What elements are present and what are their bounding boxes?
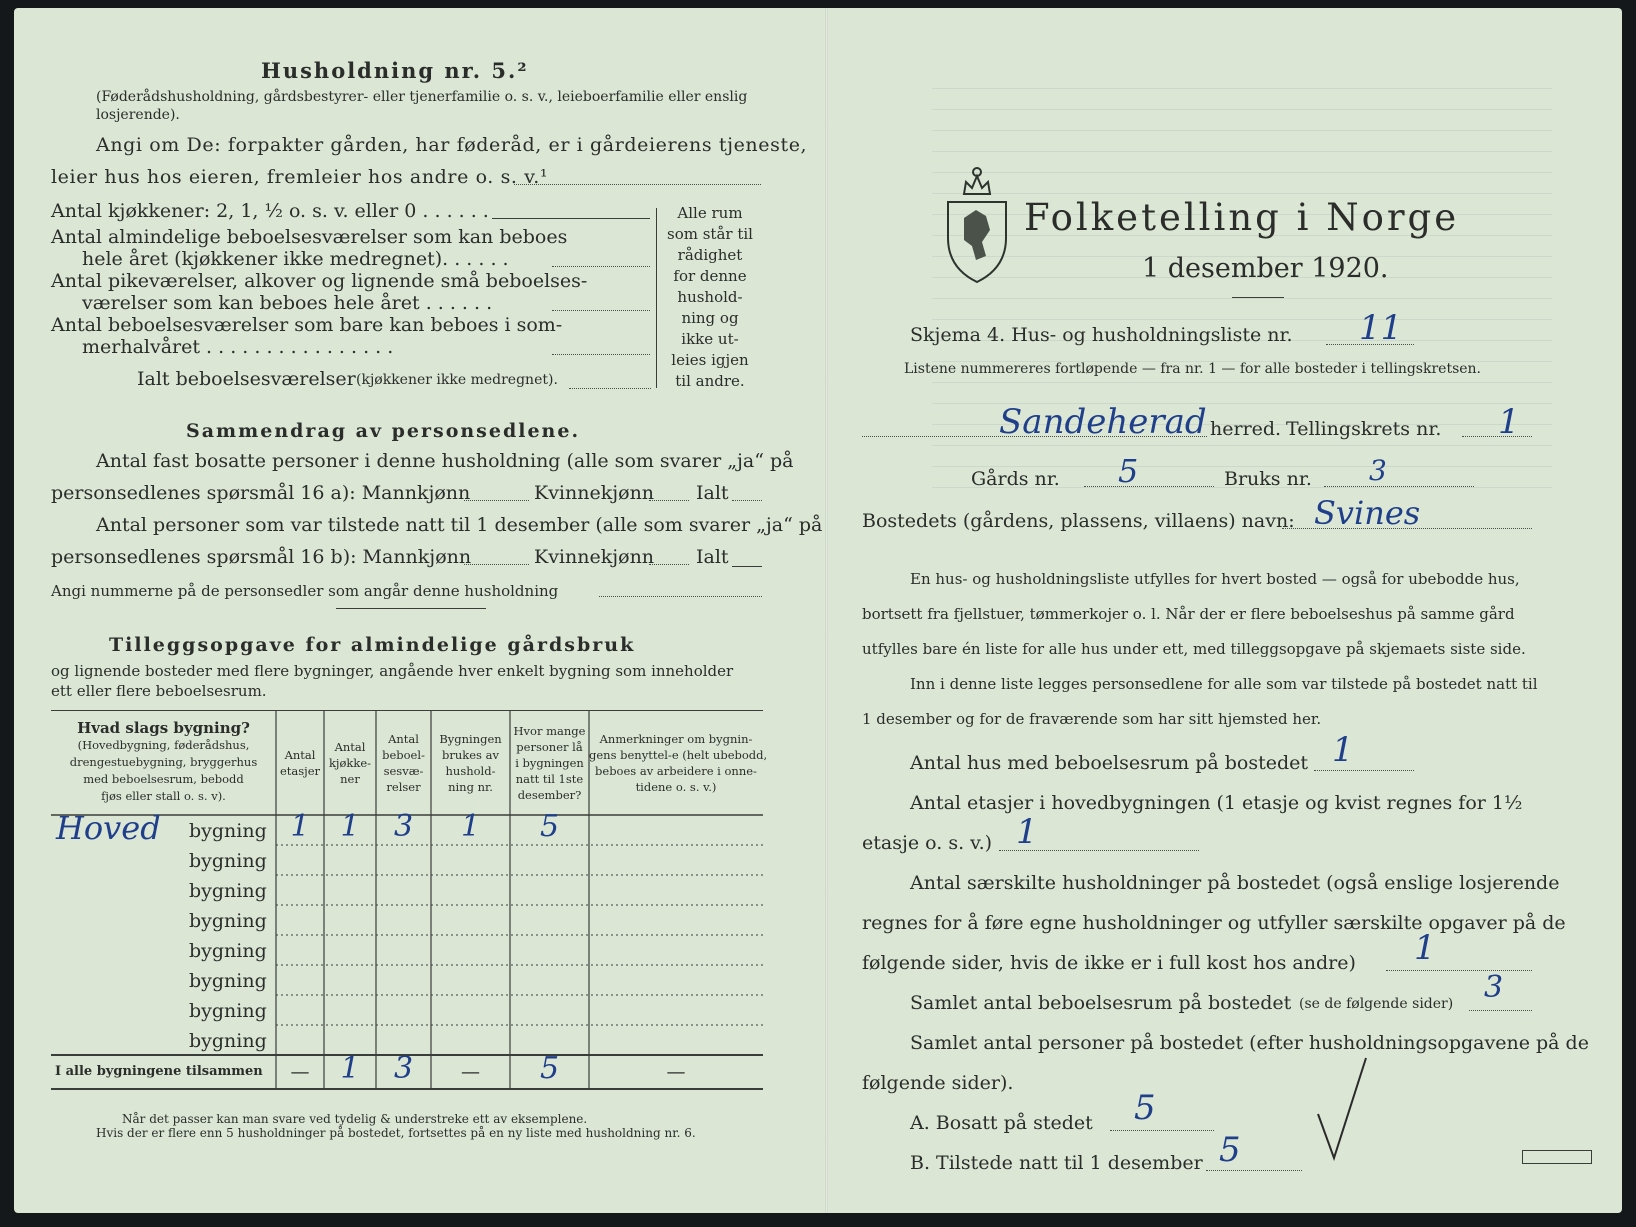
summary-2-women-field[interactable]: [649, 564, 689, 565]
summer-rooms-l1: Antal beboelsesværelser som bare kan beboes i som-: [51, 314, 563, 336]
side-note-line: hushold-: [677, 288, 743, 306]
angi-line-1: Angi om De: forpakter gården, har føderåd, er i gårdeierens tjeneste,: [96, 134, 808, 156]
census-form-sheet: [14, 8, 1622, 1213]
summary-2-total-label: Ialt: [696, 546, 729, 568]
qb-label: B. Tilstede natt til 1 desember: [910, 1152, 1203, 1174]
numbering-note: Listene nummereres fortløpende — fra nr. 1 — for alle bosteder i tellingskretsen.: [904, 361, 1482, 377]
summary-1-l2: personsedlenes spørsmål 16 a): Mannkjønn: [51, 482, 471, 504]
district-label: Tellingskrets nr.: [1286, 418, 1442, 440]
maid-rooms-l1: Antal pikeværelser, alkover og lignende små beboelses-: [51, 270, 588, 292]
footnote-2: Hvis der er flere enn 5 husholdninger på bostedet, fortsettes på en ny liste med husholdning nr. 6.: [96, 1126, 696, 1140]
col-header-line: Hvad slags bygning?: [77, 719, 250, 737]
divider: [336, 608, 486, 609]
qa-field[interactable]: [1110, 1130, 1214, 1131]
summary-2-l2: personsedlenes spørsmål 16 b): Mannkjønn: [51, 546, 472, 568]
q1-value[interactable]: 1: [1332, 730, 1354, 770]
col-header-line: ner: [340, 771, 360, 786]
col-header-line: kjøkke-: [328, 755, 372, 770]
angi-field[interactable]: [514, 184, 761, 185]
supplement-l1: og lignende bosteder med flere bygninger, angående hver enkelt bygning som inneholder: [51, 662, 734, 680]
table-cell-value[interactable]: 5: [539, 809, 560, 844]
col-header-line: etasjer: [279, 763, 321, 778]
farm-number-field[interactable]: [1084, 486, 1214, 487]
maid-rooms-field[interactable]: [552, 310, 650, 311]
kitchens-label: Antal kjøkkener: 2, 1, ½ o. s. v. eller 0 . . . . . .: [51, 200, 489, 222]
ordinary-rooms-field[interactable]: [552, 266, 650, 267]
q4-value[interactable]: 3: [1484, 970, 1504, 1005]
q4-note: (se de følgende sider): [1299, 996, 1454, 1012]
summer-rooms-l2: merhalvåret . . . . . . . . . . . . . . . .: [82, 336, 394, 358]
col-header-line: (Hovedbygning, føderådshus,: [77, 738, 250, 752]
holding-number-label: Bruks nr.: [1224, 468, 1312, 490]
place-name-label: Bostedets (gårdens, plassens, villaens) navn:: [862, 510, 1295, 532]
col-header-line: Hvor mange: [513, 723, 586, 738]
farm-number-label: Gårds nr.: [971, 468, 1060, 490]
summary-2-total-field[interactable]: [732, 566, 762, 567]
table-cell-value[interactable]: 1: [290, 809, 310, 844]
q4-label: Samlet antal beboelsesrum på bostedet: [910, 992, 1292, 1014]
col-header-line: natt til 1ste: [515, 771, 584, 786]
row-label: bygning: [189, 820, 267, 842]
household-title: Husholdning nr. 5.²: [261, 58, 529, 83]
q3-value[interactable]: 1: [1414, 928, 1436, 968]
checkmark-icon: [1314, 1054, 1374, 1164]
col-header-line: beboel-: [382, 747, 425, 762]
side-note-line: til andre.: [675, 372, 745, 390]
q5-l1: Samlet antal personer på bostedet (efter husholdningsopgavene på de: [910, 1032, 1589, 1054]
q3-field[interactable]: [1386, 970, 1532, 971]
row-label: bygning: [189, 1000, 267, 1022]
building-type-value[interactable]: Hoved: [56, 809, 161, 847]
col-header-line: brukes av: [442, 747, 499, 762]
norway-coat-of-arms: [942, 160, 1012, 286]
q4-field[interactable]: [1469, 1010, 1532, 1011]
para1-l2: bortsett fra fjellstuer, tømmerkojer o. l. Når der er flere beboelseshus på samme gård: [862, 605, 1515, 623]
side-note-line: ning og: [681, 309, 739, 327]
summary-2-men-field[interactable]: [464, 564, 529, 565]
supplement-l2: ett eller flere beboelsesrum.: [51, 682, 267, 700]
col-header-line: ning nr.: [448, 779, 493, 794]
side-note-line: for denne: [673, 267, 747, 285]
schema-label: Skjema 4. Hus- og husholdningsliste nr.: [910, 324, 1293, 346]
total-cell[interactable]: 3: [393, 1051, 414, 1086]
row-label: bygning: [189, 970, 267, 992]
form-title: Folketelling i Norge: [1024, 196, 1460, 239]
para2-l2: 1 desember og for de fraværende som har sitt hjemsted her.: [862, 710, 1322, 728]
total-rooms-note: (kjøkkener ikke medregnet).: [356, 372, 558, 388]
summary-1-total-field[interactable]: [732, 500, 762, 501]
col-header-line: personer lå: [516, 739, 583, 754]
q3-l2: regnes for å føre egne husholdninger og utfyller særskilte opgaver på de: [862, 912, 1566, 934]
district-value[interactable]: 1: [1498, 402, 1520, 442]
total-cell: —: [666, 1061, 686, 1083]
holding-number-field[interactable]: [1324, 486, 1474, 487]
numbers-label: Angi nummerne på de personsedler som angår denne husholdning: [51, 582, 559, 600]
municipality-label: herred.: [1210, 418, 1282, 440]
municipality-value[interactable]: Sandeherad: [999, 402, 1207, 442]
q2-value[interactable]: 1: [1016, 812, 1038, 852]
col-header-line: Antal: [284, 747, 316, 762]
footnote-1: Når det passer kan man svare ved tydelig & understreke ett av eksemplene.: [122, 1112, 588, 1126]
qb-field[interactable]: [1206, 1170, 1302, 1171]
total-cell[interactable]: 5: [539, 1051, 560, 1086]
summary-1-women-label: Kvinnekjønn: [534, 482, 655, 504]
q1-label: Antal hus med beboelsesrum på bostedet: [910, 752, 1309, 774]
para2-l1: Inn i denne liste legges personsedlene for alle som var tilstede på bostedet natt til: [910, 675, 1538, 693]
total-rooms-field[interactable]: [569, 388, 651, 389]
place-name-value[interactable]: Svines: [1314, 494, 1421, 532]
row-label: bygning: [189, 910, 267, 932]
table-cell-value[interactable]: 1: [460, 809, 481, 844]
col-header-line: i bygningen: [515, 755, 584, 770]
total-row-label: I alle bygningene tilsammen: [55, 1064, 263, 1079]
col-header-line: Anmerkninger om bygnin-: [599, 731, 753, 746]
qa-value[interactable]: 5: [1134, 1088, 1156, 1128]
row-label: bygning: [189, 850, 267, 872]
side-note-line: Alle rum: [677, 204, 743, 222]
holding-number-value[interactable]: 3: [1369, 454, 1387, 487]
schema-number[interactable]: 11: [1359, 308, 1403, 348]
farm-number-value[interactable]: 5: [1118, 452, 1139, 490]
household-subtitle: (Føderådshusholdning, gårdsbestyrer- eller tjenerfamilie o. s. v., leieboerfamilie eller enslig losjerende).: [96, 89, 748, 123]
col-header-line: Bygningen: [439, 731, 502, 746]
table-cell-value[interactable]: 3: [393, 809, 414, 844]
row-label: bygning: [189, 940, 267, 962]
q3-l3: følgende sider, hvis de ikke er i full kost hos andre): [862, 952, 1356, 974]
summary-1-women-field[interactable]: [649, 500, 689, 501]
numbers-field[interactable]: [599, 596, 762, 597]
col-header-line: Antal: [334, 739, 366, 754]
supplement-title: Tilleggsopgave for almindelige gårdsbruk: [109, 634, 636, 656]
kitchens-field[interactable]: [492, 218, 650, 219]
total-cell[interactable]: 1: [340, 1051, 360, 1086]
side-note-line: rådighet: [677, 246, 743, 264]
col-header-line: hushold-: [445, 763, 496, 778]
col-header-line: relser: [386, 779, 421, 794]
summary-title: Sammendrag av personsedlene.: [186, 420, 581, 442]
row-label: bygning: [189, 1030, 267, 1052]
qa-label: A. Bosatt på stedet: [910, 1112, 1093, 1134]
printer-stamp: [1522, 1150, 1592, 1164]
para1-l1: En hus- og husholdningsliste utfylles for hvert bosted — også for ubebodde hus,: [910, 570, 1520, 588]
table-cell-value[interactable]: 1: [340, 809, 360, 844]
district-field[interactable]: [1462, 436, 1532, 437]
summary-1-men-field[interactable]: [464, 500, 529, 501]
side-note-line: som står til: [667, 225, 753, 243]
row-label: bygning: [189, 880, 267, 902]
col-header-line: desember?: [517, 787, 582, 802]
q1-field[interactable]: [1314, 770, 1414, 771]
col-header-line: med beboelsesrum, bebodd: [83, 772, 244, 786]
summer-rooms-field[interactable]: [552, 354, 650, 355]
col-header-line: fjøs eller stall o. s. v).: [101, 789, 226, 803]
para1-l3: utfylles bare én liste for alle hus under ett, med tilleggsopgave på skjemaets siste side.: [862, 640, 1526, 658]
col-header-line: gens benyttel-e (helt ubebodd,: [589, 747, 768, 762]
col-header-line: Antal: [388, 731, 419, 746]
total-cell: —: [461, 1061, 480, 1083]
page-fold: [825, 8, 828, 1213]
summary-1-l1: Antal fast bosatte personer i denne husholdning (alle som svarer „ja“ på: [96, 450, 794, 472]
col-header-line: beboes av arbeidere i onne-: [595, 763, 757, 778]
ordinary-rooms-l1: Antal almindelige beboelsesværelser som kan beboes: [51, 226, 568, 248]
total-cell: —: [290, 1061, 310, 1083]
col-header-line: drengestuebygning, bryggerhus: [69, 755, 258, 769]
building-table: [51, 710, 768, 1103]
q5-l2: følgende sider).: [862, 1072, 1014, 1094]
col-header-line: tidene o. s. v.): [635, 779, 717, 794]
angi-line-2: leier hus hos eieren, fremleier hos andre o. s. v.¹: [51, 166, 549, 188]
col-header-line: sesvæ-: [383, 763, 424, 778]
q2-l2: etasje o. s. v.): [862, 832, 993, 854]
ordinary-rooms-l2: hele året (kjøkkener ikke medregnet). . . . . .: [82, 248, 509, 270]
qb-value[interactable]: 5: [1219, 1130, 1241, 1170]
q3-l1: Antal særskilte husholdninger på bostedet (også enslige losjerende: [910, 872, 1560, 894]
summary-2-women-label: Kvinnekjønn: [534, 546, 655, 568]
form-date: 1 desember 1920.: [1142, 253, 1389, 284]
summary-2-l1: Antal personer som var tilstede natt til 1 desember (alle som svarer „ja“ på: [96, 514, 823, 536]
side-note-line: leies igjen: [671, 351, 749, 369]
total-rooms-label: Ialt beboelsesværelser: [137, 368, 356, 390]
side-brace: [656, 208, 657, 388]
summary-1-total-label: Ialt: [696, 482, 729, 504]
date-rule: [1232, 297, 1284, 298]
maid-rooms-l2: værelser som kan beboes hele året . . . . . .: [82, 292, 493, 314]
q2-l1: Antal etasjer i hovedbygningen (1 etasje og kvist regnes for 1½: [910, 792, 1523, 814]
side-note-line: ikke ut-: [681, 330, 739, 348]
